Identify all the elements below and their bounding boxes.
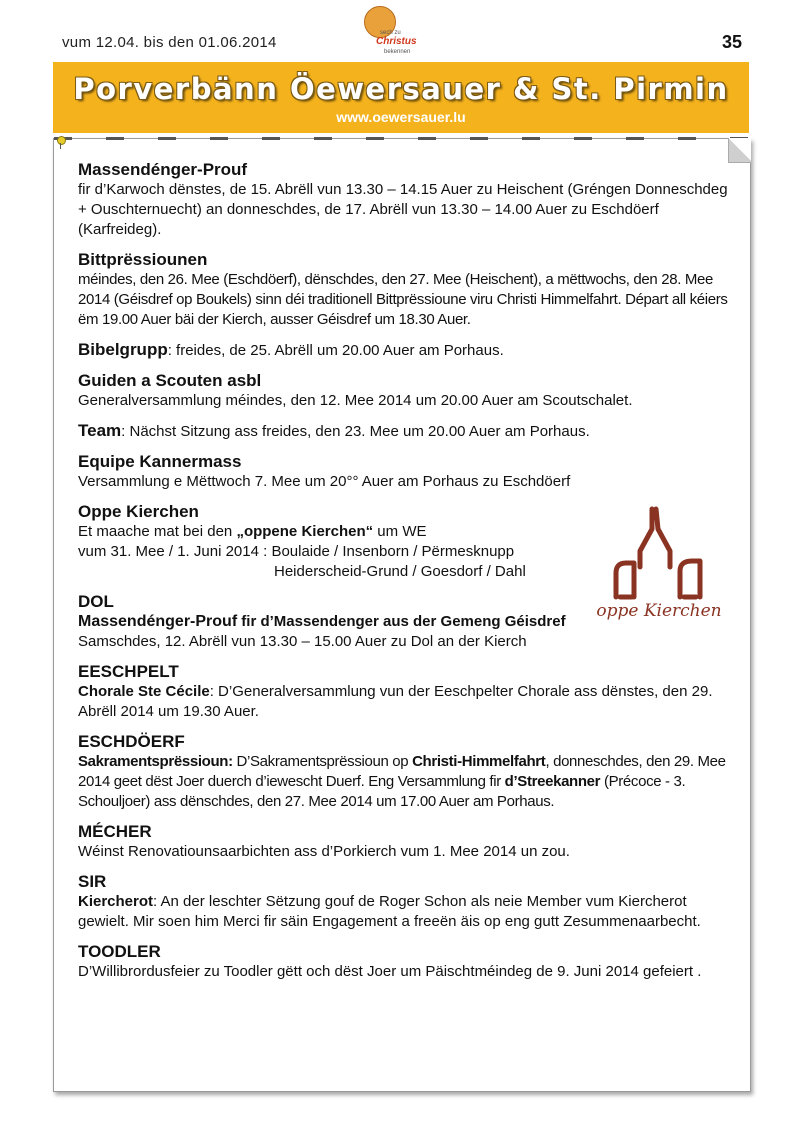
- section-massendenger-prouf: [78, 160, 728, 240]
- text-span: um WE: [373, 523, 427, 540]
- section-team: [78, 421, 728, 442]
- section-bittprassiounen: [78, 250, 728, 330]
- website-link[interactable]: www.oewersauer.lu: [336, 109, 466, 125]
- section-title: MÉCHER: [78, 822, 152, 841]
- text-span: fir d’Massendenger aus der Gemeng Géisdref: [237, 613, 566, 630]
- section-body: Wéinst Renovatiounsaarbichten ass d’Porkierch vum 1. Mee 2014 un zou.: [78, 843, 570, 860]
- section-body: fir d’Karwoch dënstes, de 15. Abrëll vun 13.30 – 14.15 Auer zu Heischent (Gréngen Donneschdeg + Ouschternuecht) an donneschdes, de 17. Abrëll vun 13.30 – 14.00 Auer zu Eschdöerf (Karfreideg).: [78, 181, 728, 238]
- section-title: Guiden a Scouten asbl: [78, 371, 262, 390]
- section-title: ESCHDÖERF: [78, 732, 185, 751]
- logo-main-text: Christus: [376, 36, 417, 47]
- logo-top-text: sech zu: [380, 30, 401, 36]
- text-span: d’Streekanner: [504, 773, 601, 790]
- section-body: [78, 752, 728, 812]
- section-bibelgrupp: [78, 340, 728, 361]
- section-title: TOODLER: [78, 942, 161, 961]
- pushpin-icon: [55, 136, 65, 148]
- banner-title: Porverbänn Öewersauer & St. Pirmin: [73, 72, 729, 106]
- text-span: Kiercherot: [78, 893, 154, 910]
- section-line: vum 31. Mee / 1. Juni 2014 : Boulaide / Insenborn / Përmesknupp: [78, 543, 515, 560]
- section-mecher: [78, 822, 728, 862]
- section-title: Massendénger-Prouf: [78, 160, 248, 179]
- section-body: D’Willibrordusfeier zu Toodler gëtt och dëst Joer um Päischtméindeg de 9. Juni 2014 gefeiert .: [78, 963, 702, 980]
- section-title: Team: [78, 421, 122, 440]
- text-span: : An der leschter Sëtzung gouf de Roger Schon als neie Member vum Kiercherot gewielt. Mir soen him Merci fir säin Engagement a freeën äis op eng gutt Zesummenaarbecht.: [78, 893, 701, 930]
- section-title: Bittprëssiounen: [78, 250, 208, 269]
- section-eschdoerf: [78, 732, 728, 812]
- section-body: [78, 892, 728, 932]
- oppe-kierchen-logo-text: oppe Kierchen: [596, 601, 722, 621]
- logo-bottom-text: bekennen: [384, 49, 411, 55]
- oppe-kierchen-logo: [596, 505, 722, 631]
- page-number: 35: [721, 32, 742, 52]
- section-toodler: [78, 942, 728, 982]
- church-outline-icon: [596, 505, 722, 605]
- section-title: Oppe Kierchen: [78, 502, 199, 521]
- section-title: SIR: [78, 872, 107, 891]
- text-span: (Précoce - 3. Schouljoer) ass dënschdes, den 27. Mee 2014 um 17.00 Auer am Porhaus.: [78, 773, 686, 810]
- section-body: méindes, den 26. Mee (Eschdöerf), dënschdes, den 27. Mee (Heischent), a mëttwochs, den 28. Mee 2014 (Géisdref op Boukels) sinn déi traditionell Bittprëssioune viru Christi Himmelfahrt. Départ all kéiers ëm 19.00 Auer bäi der Kierch, ausser Géisdref um 18.30 Auer.: [78, 271, 728, 328]
- section-line: Heiderscheid-Grund / Goesdorf / Dahl: [274, 563, 526, 580]
- text-span: : D’Generalversammlung vun der Eeschpelter Chorale ass dënstes, den 29. Abrëll 2014 um 19.30 Auer.: [78, 683, 713, 720]
- section-title: Equipe Kannermass: [78, 452, 242, 471]
- section-sir: [78, 872, 728, 932]
- christus-logo: [364, 6, 420, 62]
- section-body: Versammlung e Mëttwoch 7. Mee um 20°° Auer am Porhaus zu Eschdöerf: [78, 473, 571, 490]
- section-title: EESCHPELT: [78, 662, 179, 681]
- title-banner: [53, 62, 749, 133]
- text-span: Et maache mat bei den: [78, 523, 237, 540]
- text-span: D’Sakramentsprëssioun op: [232, 753, 413, 770]
- section-body: : Nächst Sitzung ass freides, den 23. Mee um 20.00 Auer am Porhaus.: [121, 423, 590, 440]
- section-body: : freides, de 25. Abrëll um 20.00 Auer am Porhaus.: [167, 342, 504, 359]
- section-eeschpelt: [78, 662, 728, 722]
- page-fold-corner: [728, 138, 751, 163]
- section-title: Bibelgrupp: [78, 340, 168, 359]
- text-span: , donneschdes, den 29. Mee 2014 geet dëst Joer duerch d’iewescht Duerf. Eng Versammlung fir: [78, 753, 726, 790]
- paper-top-edge: [54, 137, 750, 140]
- section-title: DOL: [78, 592, 114, 611]
- section-guiden-scouten: [78, 371, 728, 411]
- text-span: Chorale Ste Cécile: [78, 683, 210, 700]
- oppene-kierchen-label: „oppene Kierchen“: [236, 523, 374, 540]
- section-body: Samschdes, 12. Abrëll vun 13.30 – 15.00 Auer zu Dol an der Kierch: [78, 633, 527, 650]
- date-range: vum 12.04. bis den 01.06.2014: [62, 34, 277, 51]
- section-body: [78, 682, 728, 722]
- section-body: Generalversammlung méindes, den 12. Mee 2014 um 20.00 Auer am Scoutschalet.: [78, 392, 633, 409]
- section-equipe-kannermass: [78, 452, 728, 492]
- text-span: Sakramentsprëssioun:: [78, 753, 233, 770]
- text-span: Massendénger-Prouf: [78, 613, 238, 630]
- text-span: Christi-Himmelfahrt: [412, 753, 546, 770]
